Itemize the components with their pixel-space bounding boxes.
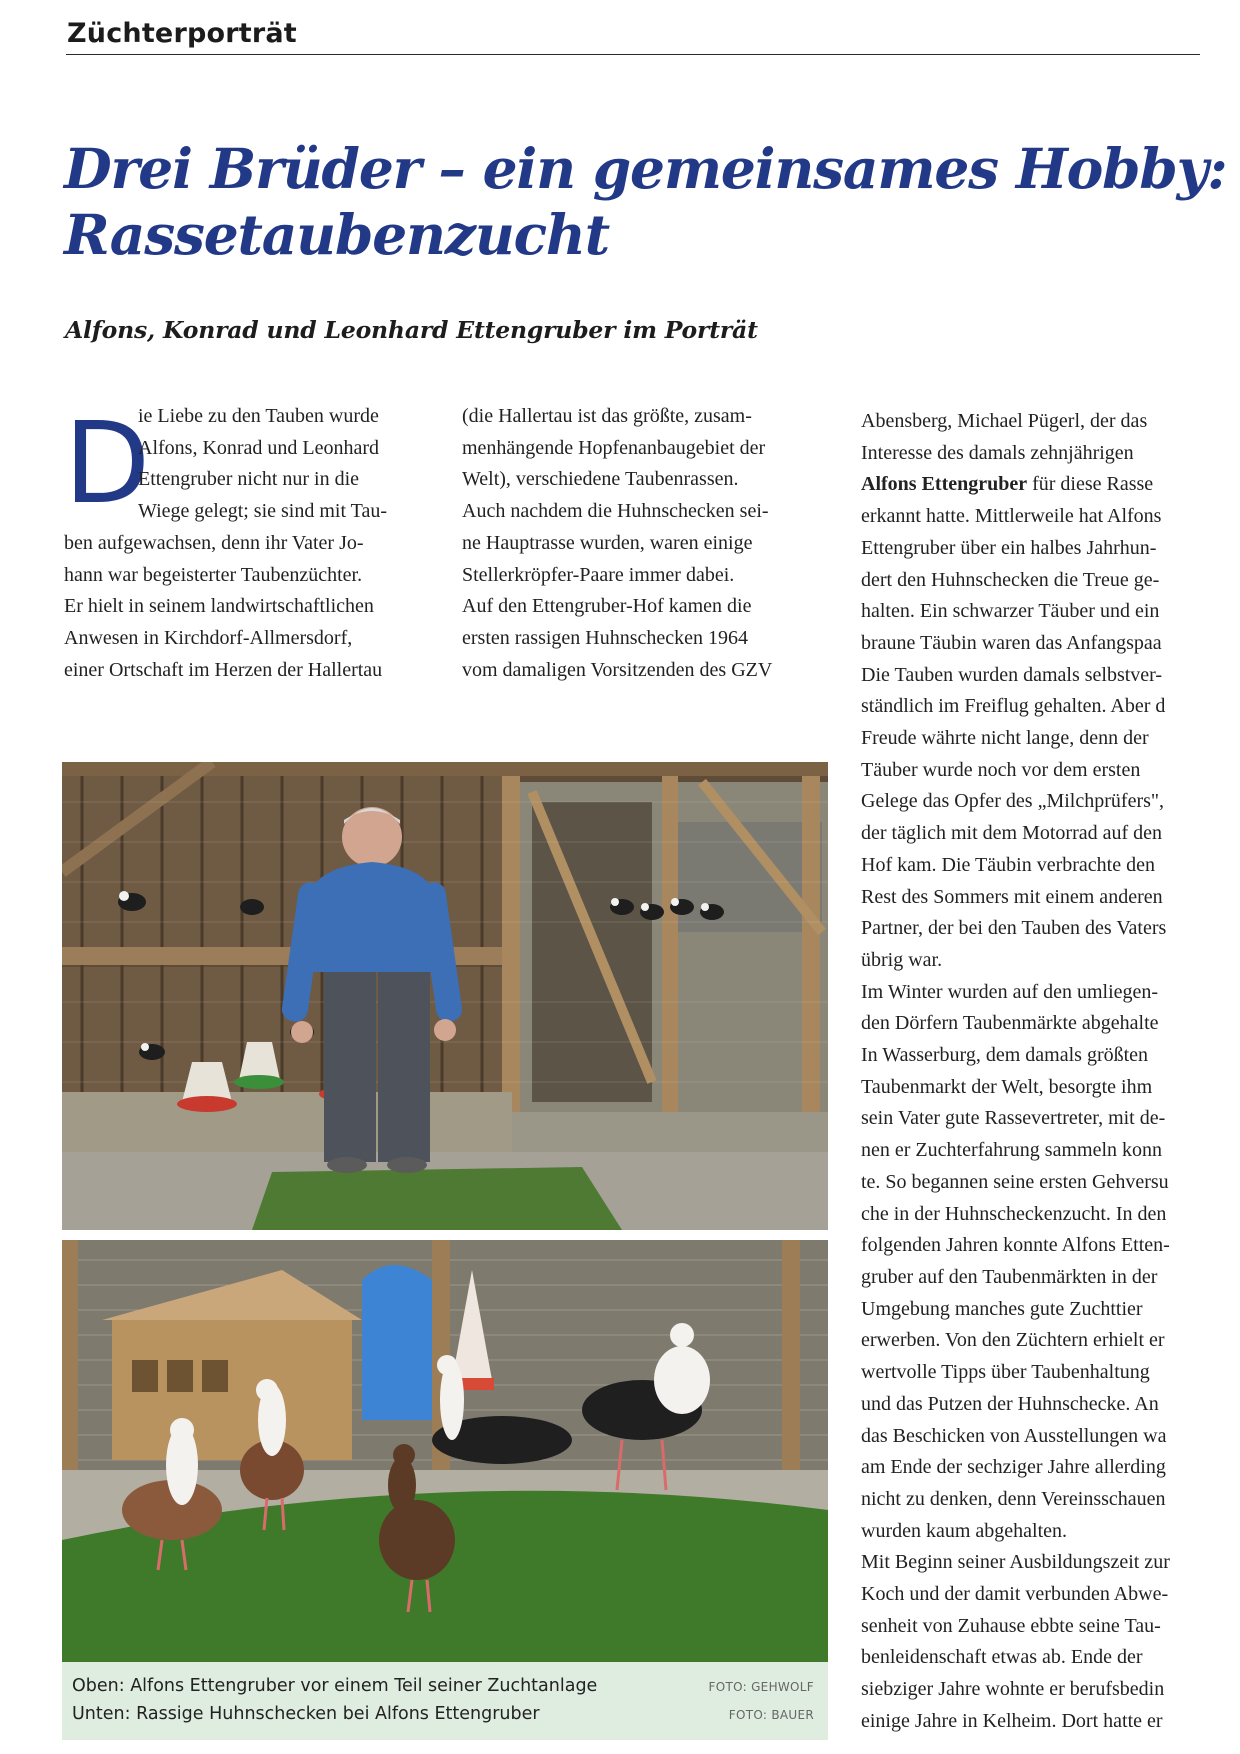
article-column-3 — [861, 406, 1206, 1751]
text-line: benleidenschaft etwas ab. Ende der — [861, 1646, 1143, 1669]
text-line: Stellerkröpfer-Paare immer dabei. — [462, 563, 735, 586]
text-line: senheit von Zuhause ebbte seine Tau- — [861, 1614, 1161, 1637]
text-line: Welt), verschiedene Taubenrassen. — [462, 468, 739, 491]
photo-caption — [62, 1662, 828, 1740]
text-line: Wiege gelegt; sie sind mit Tau- — [138, 500, 388, 523]
text-line: Im Winter wurden auf den umliegen- — [861, 980, 1159, 1003]
drop-cap: D — [64, 399, 151, 529]
text-line: den Dörfern Taubenmärkte abgehalte — [861, 1012, 1159, 1035]
text-line: Koch und der damit verbunden Abwe- — [861, 1583, 1169, 1606]
text-line: Umgebung manches gute Zuchttier — [861, 1297, 1143, 1320]
text-line: Auf den Ettengruber-Hof kamen die — [462, 595, 752, 618]
text-line: einige Jahre in Kelheim. Dort hatte er — [861, 1709, 1163, 1732]
text-line: Er hielt in seinem landwirtschaftlichen — [64, 595, 374, 618]
article-column-1 — [64, 401, 444, 686]
text-line: Ettengruber nicht nur in die — [138, 468, 360, 491]
text-line: sein Vater gute Rassevertreter, mit de- — [861, 1107, 1166, 1130]
photo-credit-top: FOTO: GEHWOLF — [708, 1680, 814, 1694]
text-line: am Ende der sechziger Jahre allerding — [861, 1456, 1166, 1479]
text-fragment: für diese Rasse — [1027, 473, 1154, 496]
text-line: nen er Zuchterfahrung sammeln konn — [861, 1139, 1163, 1162]
photo-breeder-aviary — [62, 762, 828, 1230]
text-line: Gelege das Opfer des „Milchprüfers", — [861, 790, 1165, 813]
caption-top: Oben: Alfons Ettengruber vor einem Teil seiner Zuchtanlage — [72, 1676, 598, 1696]
photo-huhnschecken — [62, 1240, 828, 1662]
headline — [64, 136, 1227, 268]
text-line: Rest des Sommers mit einem anderen — [861, 885, 1163, 908]
text-line: hann war begeisterter Taubenzüchter. — [64, 563, 363, 586]
text-line: Abensberg, Michael Pügerl, der das — [861, 410, 1148, 432]
text-line: ne Hauptrasse wurden, waren einige — [462, 531, 753, 554]
text-line: Täuber wurde noch vor dem ersten — [861, 758, 1141, 781]
text-line: che in der Huhnscheckenzucht. In den — [861, 1202, 1167, 1225]
text-line: vom damaligen Vorsitzenden des GZV — [462, 658, 773, 681]
text-line: Interesse des damals zehnjährigen — [861, 441, 1134, 464]
text-line: braune Täubin waren das Anfangspaa — [861, 631, 1162, 654]
text-line: Alfons, Konrad und Leonhard — [138, 436, 380, 459]
text-line: te. So begannen seine ersten Gehversu — [861, 1170, 1169, 1193]
name-highlight: Alfons Ettengruber — [861, 473, 1028, 496]
text-line: Hof kam. Die Täubin verbrachte den — [861, 853, 1155, 876]
text-line: ben aufgewachsen, denn ihr Vater Jo- — [64, 531, 364, 554]
text-line: übrig war. — [861, 948, 943, 971]
photo-credit-bottom: FOTO: BAUER — [728, 1708, 814, 1722]
text-line: Ettengruber über ein halbes Jahrhun- — [861, 536, 1157, 559]
text-line: das Beschicken von Ausstellungen wa — [861, 1424, 1167, 1447]
header-rule — [66, 54, 1200, 55]
column-3-continuation — [861, 501, 1206, 1737]
text-line: erwerben. Von den Züchtern erhielt er — [861, 1329, 1165, 1352]
text-line: (die Hallertau ist das größte, zusam- — [462, 405, 752, 427]
text-line: nicht zu denken, denn Vereinsschauen — [861, 1487, 1166, 1510]
text-line: ie Liebe zu den Tauben wurde — [138, 405, 379, 427]
section-label: Züchterporträt — [67, 18, 297, 49]
text-line: Partner, der bei den Tauben des Vaters — [861, 917, 1167, 940]
text-line: ständlich im Freiflug gehalten. Aber d — [861, 695, 1166, 718]
subheadline: Alfons, Konrad und Leonhard Ettengruber im Porträt — [65, 316, 758, 344]
text-line: Anwesen in Kirchdorf-Allmersdorf, — [64, 626, 353, 649]
text-line: dert den Huhnschecken die Treue ge- — [861, 568, 1160, 591]
text-line: wurden kaum abgehalten. — [861, 1519, 1068, 1542]
text-line: Die Tauben wurden damals selbstver- — [861, 663, 1163, 686]
text-line: einer Ortschaft im Herzen der Hallertau — [64, 658, 383, 681]
text-line: Auch nachdem die Huhnschecken sei- — [462, 500, 769, 523]
article-column-2 — [462, 401, 832, 686]
text-line: und das Putzen der Huhnschecke. An — [861, 1392, 1159, 1415]
caption-bottom: Unten: Rassige Huhnschecken bei Alfons Ettengruber — [72, 1704, 540, 1724]
text-line: folgenden Jahren konnte Alfons Etten- — [861, 1234, 1170, 1257]
text-line: In Wasserburg, dem damals größten — [861, 1044, 1149, 1067]
text-line: menhängende Hopfenanbaugebiet der — [462, 436, 766, 459]
text-line: halten. Ein schwarzer Täuber und ein — [861, 600, 1160, 623]
text-line: gruber auf den Taubenmärkten in der — [861, 1265, 1158, 1288]
text-line: siebziger Jahre wohnte er berufsbedin — [861, 1678, 1165, 1701]
text-line: Taubenmarkt der Welt, besorgte ihm — [861, 1075, 1153, 1098]
text-line: Freude währte nicht lange, denn der — [861, 727, 1149, 750]
text-line: Mit Beginn seiner Ausbildungszeit zur — [861, 1551, 1170, 1574]
pigeons-illustration — [62, 1240, 828, 1662]
headline-line-1: Drei Brüder – ein gemeinsames Hobby: — [64, 136, 1227, 201]
text-line: der täglich mit dem Motorrad auf den — [861, 822, 1163, 845]
text-line: ersten rassigen Huhnschecken 1964 — [462, 626, 749, 649]
text-line — [861, 469, 1206, 501]
headline-line-2: Rassetaubenzucht — [64, 202, 609, 267]
aviary-illustration — [62, 762, 828, 1230]
text-line: erkannt hatte. Mittlerweile hat Alfons — [861, 505, 1162, 528]
text-line: wertvolle Tipps über Taubenhaltung — [861, 1361, 1150, 1384]
